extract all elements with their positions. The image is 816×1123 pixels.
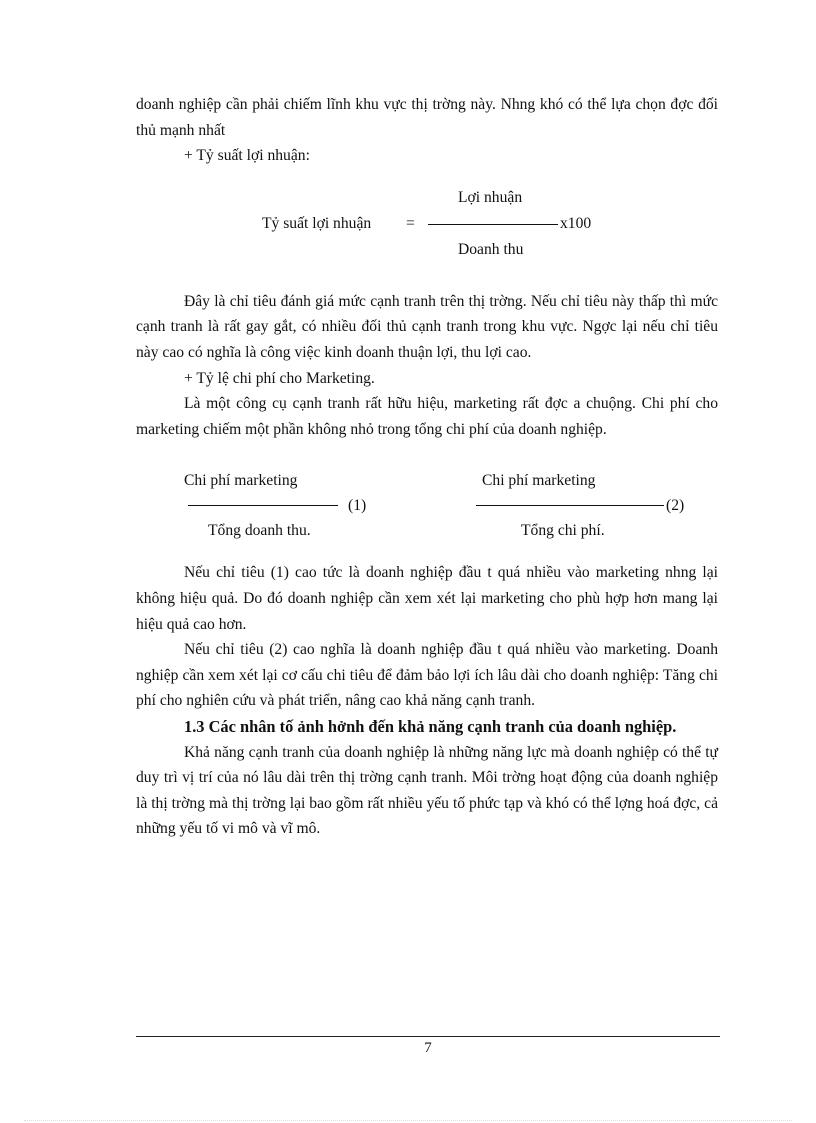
page-bottom-border xyxy=(24,1120,792,1121)
formula-equals: = xyxy=(406,214,415,232)
formula1-fraction-line xyxy=(188,505,338,506)
page-number: 7 xyxy=(424,1040,432,1056)
bullet-marketing-ratio: + Tỷ lệ chi phí cho Marketing. xyxy=(184,369,375,387)
formula1-index: (1) xyxy=(348,497,367,515)
paragraph-competitiveness: Khả năng cạnh tranh của doanh nghiệp là những năng lực mà doanh nghiệp có thể tự duy trì vị trí của nó lâu dài trên thị trờng cạnh tranh. Môi trờng hoạt động của doanh nghiệp là thị trờng mà thị trờng lại bao gồm rất nhiều yếu tố phức tạp và khó có thể lợng hoá đợc, cả những yếu tố vi mô và vĩ mô. xyxy=(136,743,718,838)
formula2-index: (2) xyxy=(666,497,685,515)
paragraph-profit-explanation: Đây là chỉ tiêu đánh giá mức cạnh tranh trên thị trờng. Nếu chỉ tiêu này thấp thì mức cạnh tranh là rất gay gắt, có nhiều đối thủ cạnh tranh trong khu vực. Ngợc lại nếu chỉ tiêu này cao có nghĩa là công việc kinh doanh thuận lợi, thu lợi cao. xyxy=(136,292,718,361)
marketing-ratio-formulas xyxy=(136,456,718,548)
paragraph-marketing: Là một công cụ cạnh tranh rất hữu hiệu, marketing rất đợc a chuộng. Chi phí cho marketing chiếm một phần không nhỏ trong tổng chi phí của doanh nghiệp. xyxy=(136,395,718,438)
formula2-fraction-line xyxy=(476,505,664,506)
fraction-line xyxy=(428,224,558,225)
paragraph-index-1: Nếu chỉ tiêu (1) cao tức là doanh nghiệp đầu t quá nhiều vào marketing nhng lại không hiệu quả. Do đó doanh nghiệp cần xem xét lại marketing cho phù hợp hơn mang lại hiệu quả cao hơn. xyxy=(136,564,718,633)
formula-denominator: Doanh thu xyxy=(458,240,524,258)
formula1-denominator: Tổng doanh thu. xyxy=(208,522,311,540)
formula2-denominator: Tổng chi phí. xyxy=(521,522,605,540)
paragraph-index-2: Nếu chỉ tiêu (2) cao nghĩa là doanh nghiệp đầu t quá nhiều vào marketing. Doanh nghiệp cần xem xét lại cơ cấu chi tiêu để đảm bảo lợi ích lâu dài cho doanh nghiệp: Tăng chi phí cho nghiên cứu và phát triển, nâng cao khả năng cạnh tranh. xyxy=(136,641,718,710)
formula2-numerator: Chi phí marketing xyxy=(482,472,596,490)
formula1-numerator: Chi phí marketing xyxy=(184,472,298,490)
formula-multiplier: x100 xyxy=(560,214,592,232)
section-heading: 1.3 Các nhân tố ảnh hởnh đến khả năng cạnh tranh của doanh nghiệp. xyxy=(184,716,677,736)
formula-numerator: Lợi nhuận xyxy=(458,188,523,206)
document-body xyxy=(136,92,718,842)
formula-label: Tỷ suất lợi nhuận xyxy=(262,214,372,232)
paragraph-intro: doanh nghiệp cần phải chiếm lĩnh khu vực thị trờng này. Nhng khó có thể lựa chọn đợc đối thủ mạnh nhất xyxy=(136,96,718,139)
footer-divider xyxy=(136,1036,720,1037)
profit-rate-formula xyxy=(136,173,718,273)
bullet-profit-rate: + Tỷ suất lợi nhuận: xyxy=(184,147,310,165)
